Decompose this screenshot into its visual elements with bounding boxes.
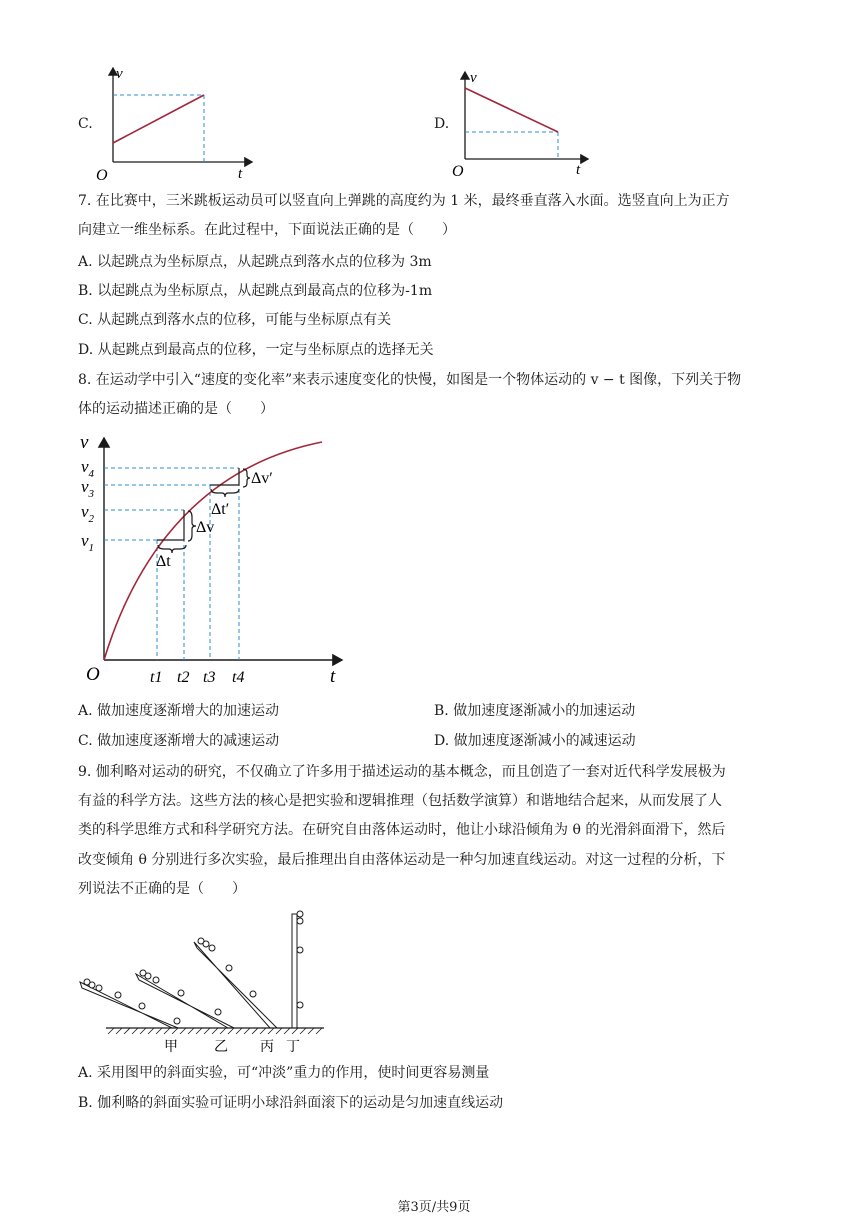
galileo-incline-figure (74, 908, 334, 1058)
t-axis-label: t (330, 666, 336, 687)
q7-option-a: A. 以起跳点为坐标原点，从起跳点到落水点的位移为 3m (78, 254, 432, 270)
graph-c (92, 60, 262, 185)
q7-option-b: B. 以起跳点为坐标原点，从起跳点到最高点的位移为-1m (78, 283, 433, 299)
brace-dv (188, 511, 196, 541)
v-line (113, 95, 204, 143)
t4-label: t4 (232, 669, 245, 686)
q8-stem-line2: 体的运动描述正确的是（ ） (78, 401, 274, 417)
q7-option-c: C. 从起跳点到落水点的位移，可能与坐标原点有关 (78, 312, 392, 328)
page-footer: 第3页/共9页 (397, 1200, 471, 1215)
brace-dt2 (211, 489, 239, 497)
label-jia: 甲 (164, 1040, 178, 1055)
v-line (465, 88, 558, 132)
q9-stem-line1: 9. 伽利略对运动的研究，不仅确立了许多用于描述运动的基本概念，而且创造了一套对近代科学发展极为 (78, 764, 726, 780)
q9-option-b: B. 伽利略的斜面实验可证明小球沿斜面滚下的运动是匀加速直线运动 (78, 1095, 504, 1111)
brace-dv2 (243, 469, 250, 487)
t2-label: t2 (177, 669, 190, 686)
vt-graph (72, 428, 362, 693)
label-ding: 丁 (286, 1040, 300, 1055)
v4-label: $v_4$ (81, 457, 95, 480)
q9-stem-line3: 类的科学思维方式和科学研究方法。在研究自由落体运动时，他让小球沿倾角为 θ 的光滑斜面滑下，然后 (78, 822, 726, 838)
delta-v-label: Δv (196, 519, 215, 536)
q9-option-a: A. 采用图甲的斜面实验，可“冲淡”重力的作用，使时间更容易测量 (78, 1065, 490, 1081)
q9-stem-line2: 有益的科学方法。这些方法的核心是把实验和逻辑推理（包括数学演算）和谐地结合起来，从而发展了人 (78, 793, 722, 809)
label-bing: 丙 (260, 1040, 274, 1055)
q7-stem-line1: 7. 在比赛中，三米跳板运动员可以竖直向上弹跳的高度约为 1 米，最终垂直落入水面。选竖直向上为正方 (78, 193, 730, 209)
ground-hatching (108, 1028, 322, 1034)
q9-stem-line5: 列说法不正确的是（ ） (78, 881, 246, 897)
guide-lines (104, 468, 239, 660)
v2-label: $v_2$ (81, 502, 95, 525)
vertical-ding (292, 911, 303, 1028)
v-axis-label: v (470, 70, 477, 86)
delta-t2-label: Δt′ (211, 501, 230, 518)
q7-stem-line2: 向建立一维坐标系。在此过程中，下面说法正确的是（ ） (78, 222, 456, 238)
q9-stem-line4: 改变倾角 θ 分别进行多次实验，最后推理出自由落体运动是一种匀加速直线运动。对这一过程的分析，下 (78, 852, 726, 868)
v1-label: $v_1$ (81, 531, 95, 554)
label-yi: 乙 (214, 1040, 228, 1055)
incline-yi (136, 970, 234, 1028)
v-curve (104, 442, 322, 660)
incline-jia (80, 979, 180, 1028)
q8-option-c: C. 做加速度逐渐增大的减速运动 (78, 733, 280, 749)
q8-stem-line1: 8. 在运动学中引入“速度的变化率”来表示速度变化的快慢，如图是一个物体运动的 v − t 图像，下列关于物 (78, 372, 742, 388)
t-axis-label: t (238, 166, 243, 182)
option-c-label: C. (78, 116, 93, 132)
v3-label: $v_3$ (81, 477, 95, 500)
delta-v2-label: Δv′ (251, 470, 273, 487)
t1-label: t1 (150, 669, 163, 686)
origin-label: O (96, 167, 108, 184)
origin-label: O (86, 664, 100, 685)
v-axis-label: v (80, 432, 89, 453)
q8-option-a: A. 做加速度逐渐增大的加速运动 (78, 703, 280, 719)
origin-label: O (452, 163, 464, 180)
v-axis-label: v (116, 66, 123, 82)
graph-d (448, 64, 598, 184)
t-axis-label: t (576, 162, 581, 178)
delta-triangle-1 (157, 510, 184, 540)
q7-option-d: D. 从起跳点到最高点的位移，一定与坐标原点的选择无关 (78, 342, 434, 358)
delta-t-label: Δt (156, 553, 171, 570)
option-d-label: D. (434, 116, 450, 132)
t3-label: t3 (203, 669, 216, 686)
q8-option-b: B. 做加速度逐渐减小的加速运动 (434, 703, 636, 719)
brace-dt (158, 545, 186, 553)
q8-option-d: D. 做加速度逐渐减小的减速运动 (434, 733, 636, 749)
